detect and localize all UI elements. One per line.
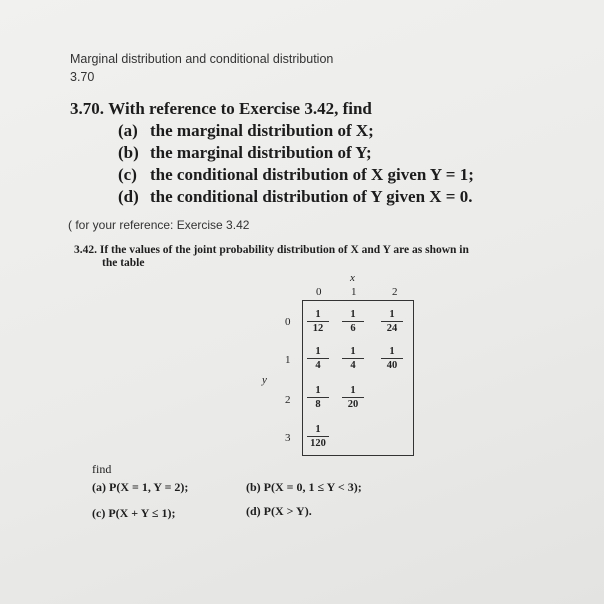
problem-part: (d) the conditional distribution of Y given X = 0. — [118, 187, 473, 206]
table-cell: 1 120 — [305, 424, 331, 449]
problem-parts — [118, 120, 474, 208]
exercise-line-1: If the values of the joint probability distribution of X and Y are as shown in — [99, 244, 469, 256]
problem-lead: With reference to Exercise 3.42, find — [108, 99, 372, 118]
table-cell: 1 4 — [340, 346, 366, 371]
exercise-number: 3.42. — [74, 244, 97, 256]
problem-part: (a) the marginal distribution of X; — [118, 121, 374, 140]
y-value: 3 — [285, 432, 291, 444]
problem-block — [70, 98, 474, 208]
find-label: find — [92, 462, 112, 476]
y-value: 2 — [285, 394, 291, 406]
find-item-a: (a) P(X = 1, Y = 2); — [92, 480, 189, 494]
problem-part: (c) the conditional distribution of X given Y = 1; — [118, 165, 474, 184]
y-value: 0 — [285, 316, 291, 328]
x-value: 2 — [392, 286, 398, 298]
x-value: 0 — [316, 286, 322, 298]
exercise-statement — [74, 244, 469, 270]
x-axis-label: x — [350, 272, 355, 284]
table-cell: 1 8 — [305, 385, 331, 410]
y-value: 1 — [285, 354, 291, 366]
table-cell: 1 20 — [340, 385, 366, 410]
section-title: Marginal distribution and conditional distribution — [70, 52, 334, 66]
table-cell: 1 12 — [305, 309, 331, 334]
y-axis-label: y — [262, 374, 267, 386]
section-number: 3.70 — [70, 70, 95, 84]
table-cell: 1 24 — [379, 309, 405, 334]
table-cell: 1 4 — [305, 346, 331, 371]
table-cell: 1 40 — [379, 346, 405, 371]
x-value: 1 — [351, 286, 357, 298]
find-item-b: (b) P(X = 0, 1 ≤ Y < 3); — [246, 480, 362, 494]
reference-note: ( for your reference: Exercise 3.42 — [68, 218, 250, 232]
problem-number: 3.70. — [70, 99, 104, 118]
find-item-d: (d) P(X > Y). — [246, 504, 312, 518]
exercise-line-2: the table — [102, 257, 145, 269]
find-item-c: (c) P(X + Y ≤ 1); — [92, 506, 176, 520]
problem-part: (b) the marginal distribution of Y; — [118, 143, 372, 162]
table-cell: 1 6 — [340, 309, 366, 334]
